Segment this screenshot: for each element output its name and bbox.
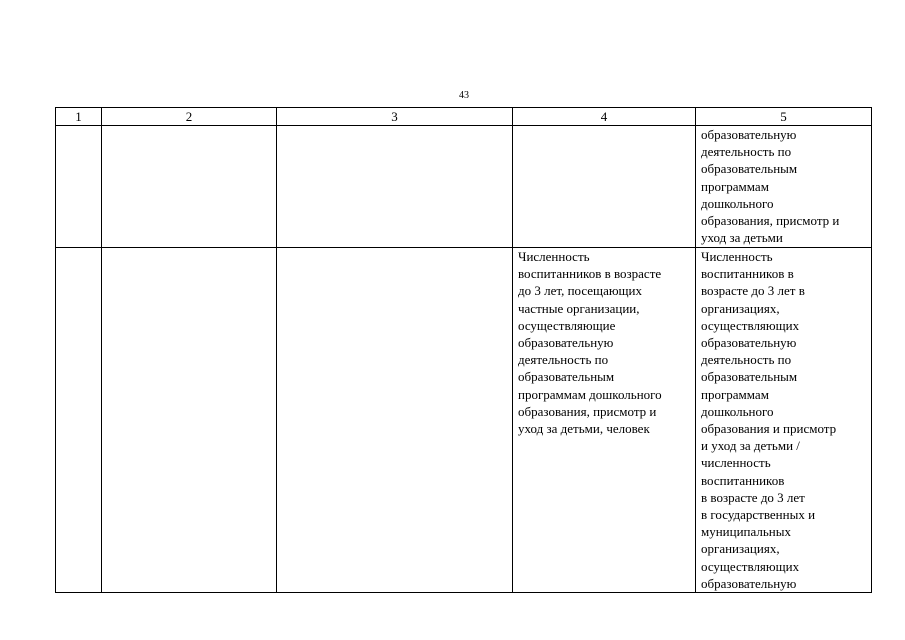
table-header-row xyxy=(56,108,872,126)
table-cell-col4 xyxy=(513,126,696,248)
table-cell-col5 xyxy=(696,248,872,593)
table-row xyxy=(56,126,872,248)
table-cell-col3 xyxy=(277,248,513,593)
table-cell-col4 xyxy=(513,248,696,593)
column-header-2: 2 xyxy=(102,108,277,126)
table-cell-col5 xyxy=(696,126,872,248)
column-header-5: 5 xyxy=(696,108,872,126)
cell-text: Численность воспитанников в возрасте до 3 лет, посещающих частные организации, осуществляющие образовательную деятельность по образовательным программам дошкольного образования, присмотр и уход за детьми, человек xyxy=(518,249,662,437)
page-number: 43 xyxy=(459,90,469,101)
table-cell-col1 xyxy=(56,248,102,593)
data-table xyxy=(55,107,872,593)
table-cell-col1 xyxy=(56,126,102,248)
column-header-3: 3 xyxy=(277,108,513,126)
table-cell-col3 xyxy=(277,126,513,248)
table-cell-col2 xyxy=(102,126,277,248)
table-cell-col2 xyxy=(102,248,277,593)
column-header-1: 1 xyxy=(56,108,102,126)
column-header-4: 4 xyxy=(513,108,696,126)
table-row xyxy=(56,248,872,593)
cell-text: образовательную деятельность по образовательным программам дошкольного образования, присмотр и уход за детьми xyxy=(701,127,840,246)
cell-text: Численность воспитанников в возрасте до 3 лет в организациях, осуществляющих образовательную деятельность по образовательным программам дошкольного образования и присмотр и уход за детьми / численность воспитанников в возрасте до 3 лет в государственных и муниципальных организациях, осуществляющих образовательную xyxy=(701,249,837,591)
